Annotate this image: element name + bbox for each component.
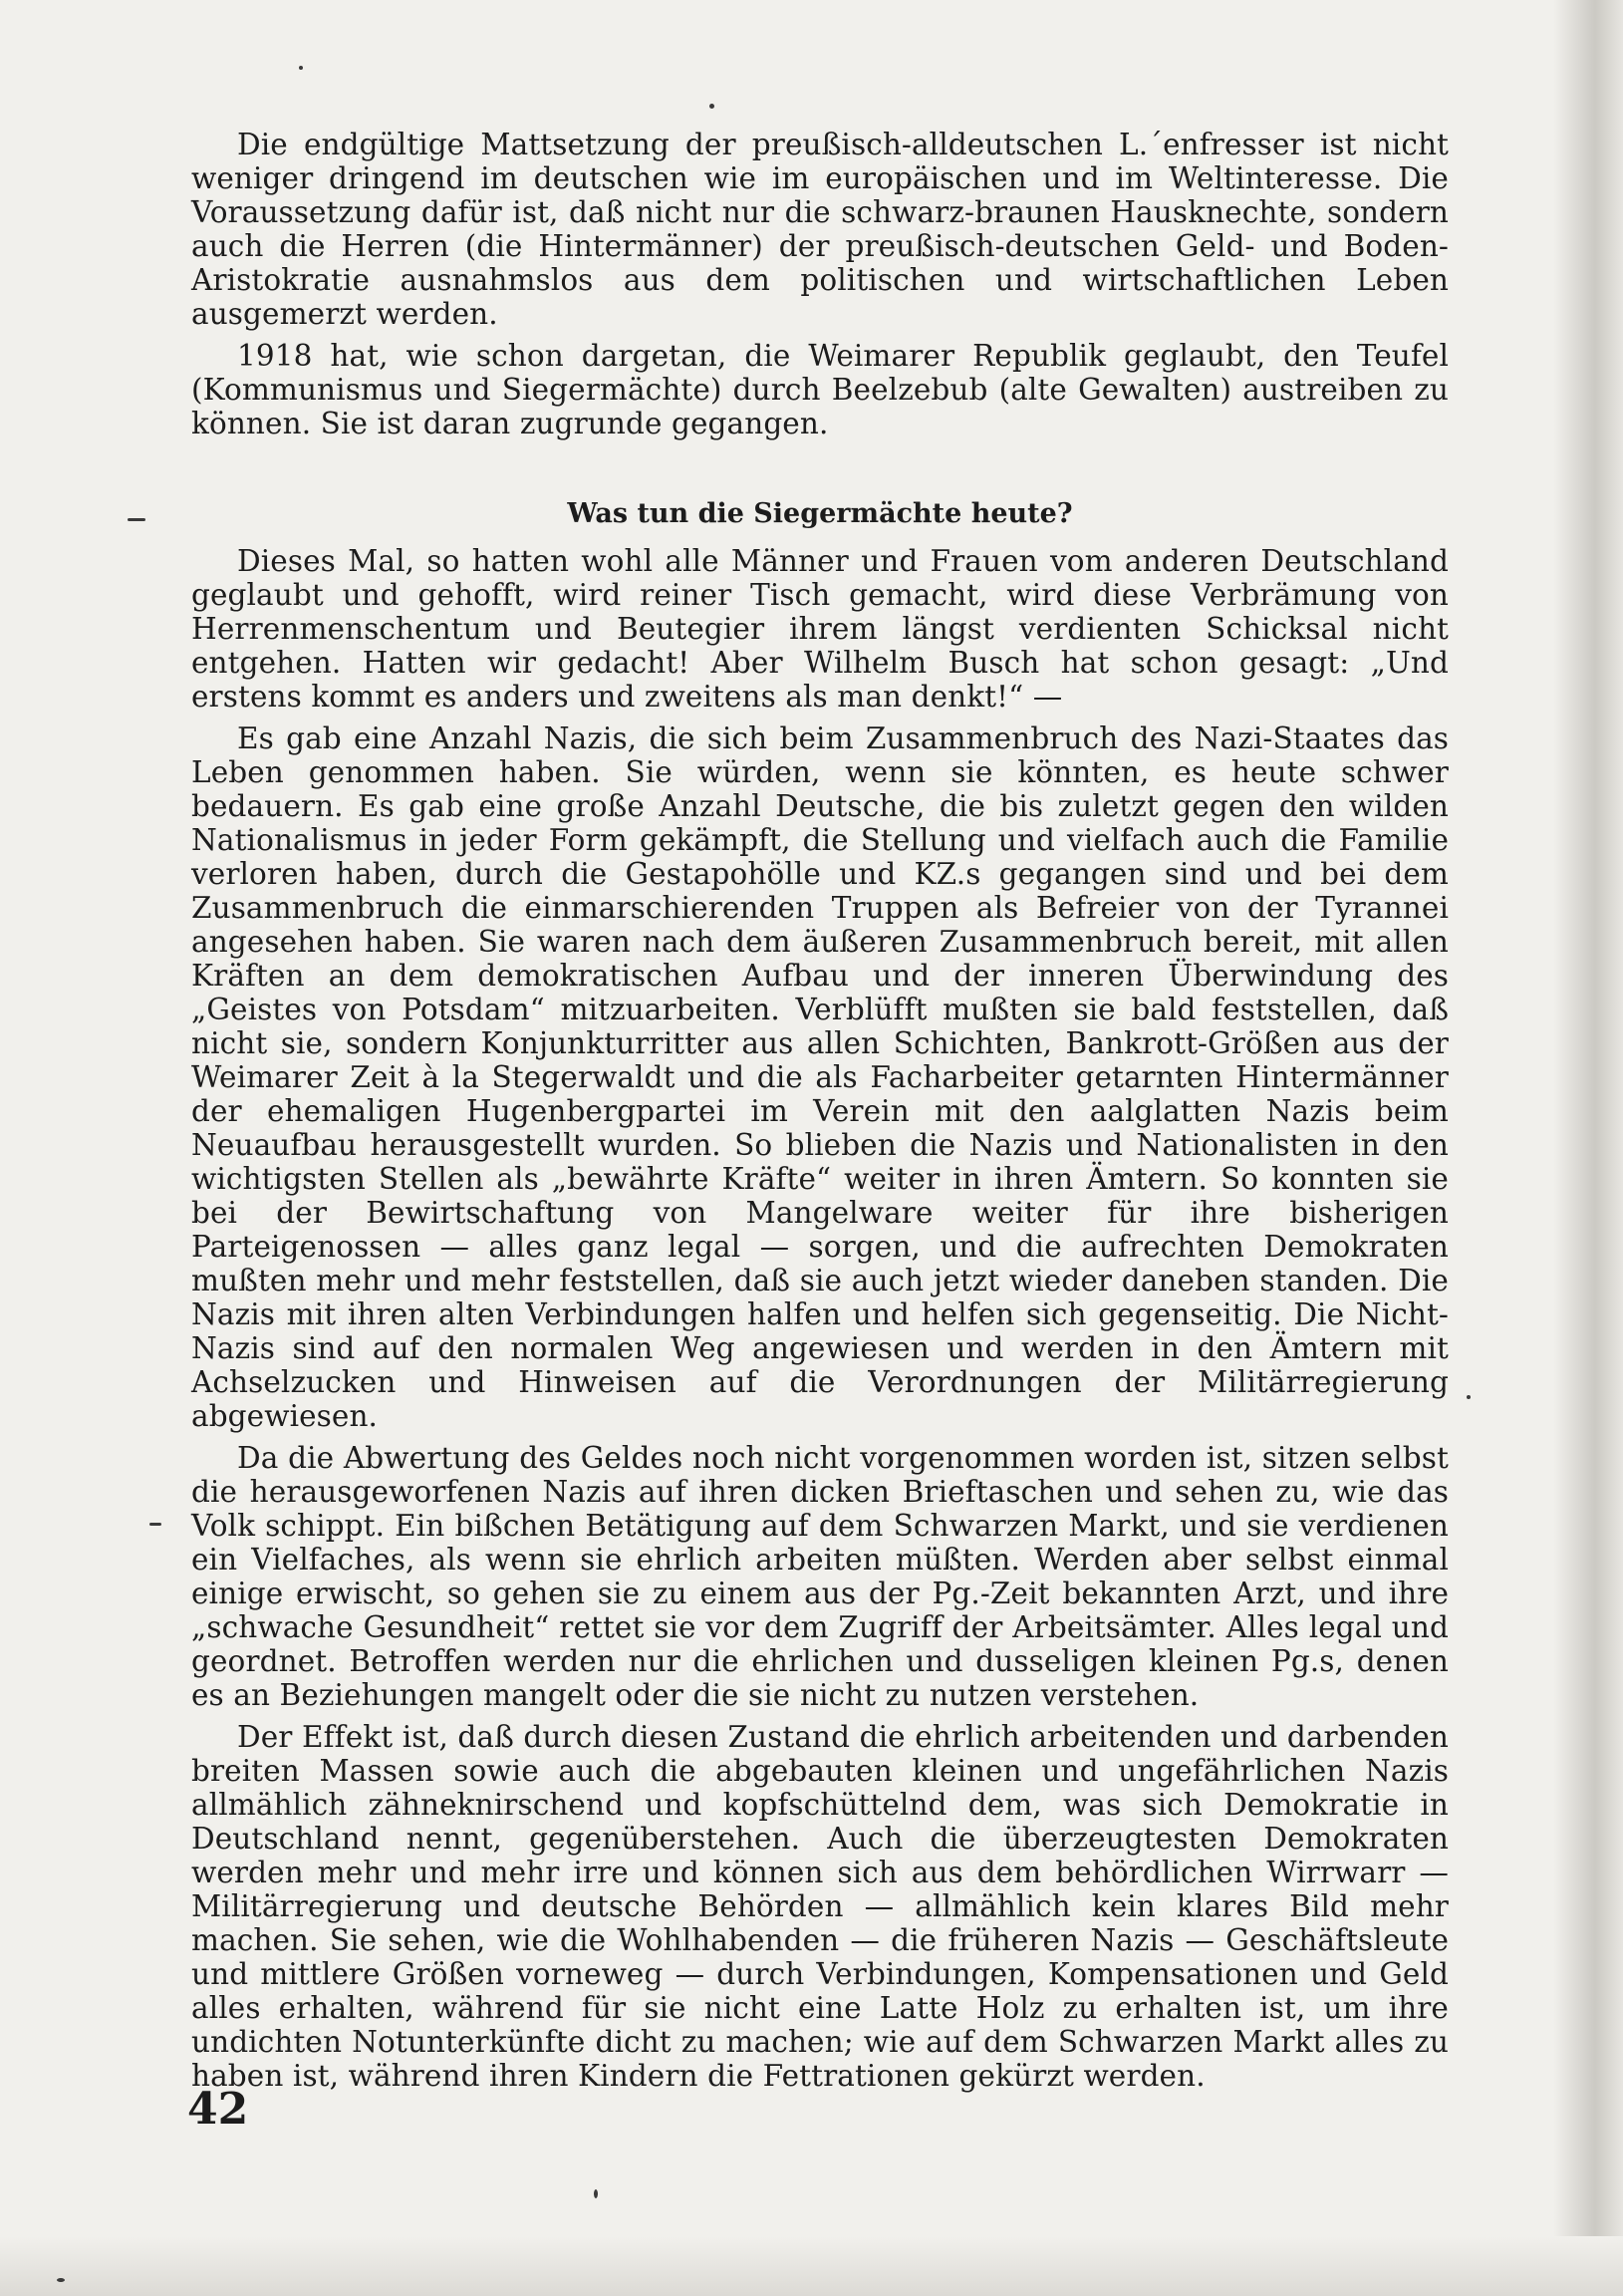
page-number: 42 <box>187 2084 249 2135</box>
scan-speck <box>128 518 145 521</box>
page-edge-shadow <box>1553 0 1623 2296</box>
body-paragraph: Da die Abwertung des Geldes noch nicht vorgenommen worden ist, sitzen selbst die herausgeworfenen Nazis auf ihren dicken Brieftaschen und sehen zu, wie das Volk schippt. Ein bißchen Betätigung auf dem Schwarzen Markt, und sie verdienen ein Vielfaches, als wenn sie ehrlich arbeiten müßten. Werden aber selbst einmal einige erwischt, so gehen sie zu einem aus der Pg.-Zeit bekannten Arzt, und ihre „schwache Gesundheit“ rettet sie vor dem Zugriff der Arbeitsämter. Alles legal und geordnet. Betroffen werden nur die ehrlichen und dusseligen kleinen Pg.s, denen es an Beziehungen mangelt oder die sie nicht zu nutzen verstehen. <box>191 1441 1449 1712</box>
body-paragraph: Der Effekt ist, daß durch diesen Zustand die ehrlich arbeitenden und darbenden breiten Massen sowie auch die abgebauten kleinen und ungefährlichen Nazis allmählich zähneknirschend und kopfschüttelnd dem, was sich Demokratie in Deutschland nennt, gegenüberstehen. Auch die überzeugtesten Demokraten werden mehr und mehr irre und können sich aus dem behördlichen Wirrwarr — Militärregierung und deutsche Behörden — allmählich kein klares Bild mehr machen. Sie sehen, wie die Wohlhabenden — die früheren Nazis — Geschäftsleute und mittlere Größen vorneweg — durch Verbindungen, Kompensationen und Geld alles erhalten, während für sie nicht eine Latte Holz zu erhalten ist, um ihre undichten Notunterkünfte dicht zu machen; wie auf dem Schwarzen Markt alles zu haben ist, während ihren Kindern die Fettrationen gekürzt werden. <box>191 1720 1449 2093</box>
page-text <box>191 128 1449 2101</box>
scan-speck <box>57 2278 65 2282</box>
scan-speck <box>709 104 714 109</box>
body-paragraph: 1918 hat, wie schon dargetan, die Weimarer Republik geglaubt, den Teufel (Kommunismus und Siegermächte) durch Beelzebub (alte Gewalten) austreiben zu können. Sie ist daran zugrunde gegangen. <box>191 339 1449 440</box>
scan-speck <box>149 1523 161 1526</box>
section-heading: Was tun die Siegermächte heute? <box>567 498 1073 529</box>
page-bottom-shadow <box>0 2236 1623 2296</box>
body-paragraph: Es gab eine Anzahl Nazis, die sich beim Zusammenbruch des Nazi-Staates das Leben genommen haben. Sie würden, wenn sie könnten, es heute schwer bedauern. Es gab eine große Anzahl Deutsche, die bis zuletzt gegen den wilden Nationalismus in jeder Form gekämpft, die Stellung und vielfach auch die Familie verloren haben, durch die Gestapohölle und KZ.s gegangen sind und bei dem Zusammenbruch die einmarschierenden Truppen als Befreier von der Tyrannei angesehen haben. Sie waren nach dem äußeren Zusammenbruch bereit, mit allen Kräften an dem demokratischen Aufbau und der inneren Überwindung des „Geistes von Potsdam“ mitzuarbeiten. Verblüfft mußten sie bald feststellen, daß nicht sie, sondern Konjunkturritter aus allen Schichten, Bankrott-Größen aus der Weimarer Zeit à la Stegerwaldt und die als Facharbeiter getarnten Hintermänner der ehemaligen Hugenbergpartei im Verein mit den aalglatten Nazis beim Neuaufbau herausgestellt wurden. So blieben die Nazis und Nationalisten in den wichtigsten Stellen als „bewährte Kräfte“ weiter in ihren Ämtern. So konnten sie bei der Bewirtschaftung von Mangelware weiter für ihre bisherigen Parteigenossen — alles ganz legal — sorgen, und die aufrechten Demokraten mußten mehr und mehr feststellen, daß sie auch jetzt wieder daneben standen. Die Nazis mit ihren alten Verbindungen halfen und helfen sich gegenseitig. Die Nicht-Nazis sind auf den normalen Weg angewiesen und werden in den Ämtern mit Achselzucken und Hinweisen auf die Verordnungen der Militärregierung abgewiesen. <box>191 721 1449 1433</box>
body-paragraph: Die endgültige Mattsetzung der preußisch-alldeutschen L.´enfresser ist nicht weniger dringend im deutschen wie im europäischen und im Weltinteresse. Die Voraussetzung dafür ist, daß nicht nur die schwarz-braunen Hausknechte, sondern auch die Herren (die Hintermänner) der preußisch-deutschen Geld- und Boden-Aristokratie ausnahmslos aus dem politischen und wirtschaftlichen Leben ausgemerzt werden. <box>191 128 1449 331</box>
scan-speck <box>299 66 303 70</box>
scan-speck <box>1467 1395 1471 1399</box>
body-paragraph: Dieses Mal, so hatten wohl alle Männer und Frauen vom anderen Deutschland geglaubt und gehofft, wird reiner Tisch gemacht, wird diese Verbrämung von Herrenmenschentum und Beutegier ihrem längst verdienten Schicksal nicht entgehen. Hatten wir gedacht! Aber Wilhelm Busch hat schon gesagt: „Und erstens kommt es anders und zweitens als man denkt!“ — <box>191 544 1449 714</box>
scan-speck <box>594 2189 598 2198</box>
